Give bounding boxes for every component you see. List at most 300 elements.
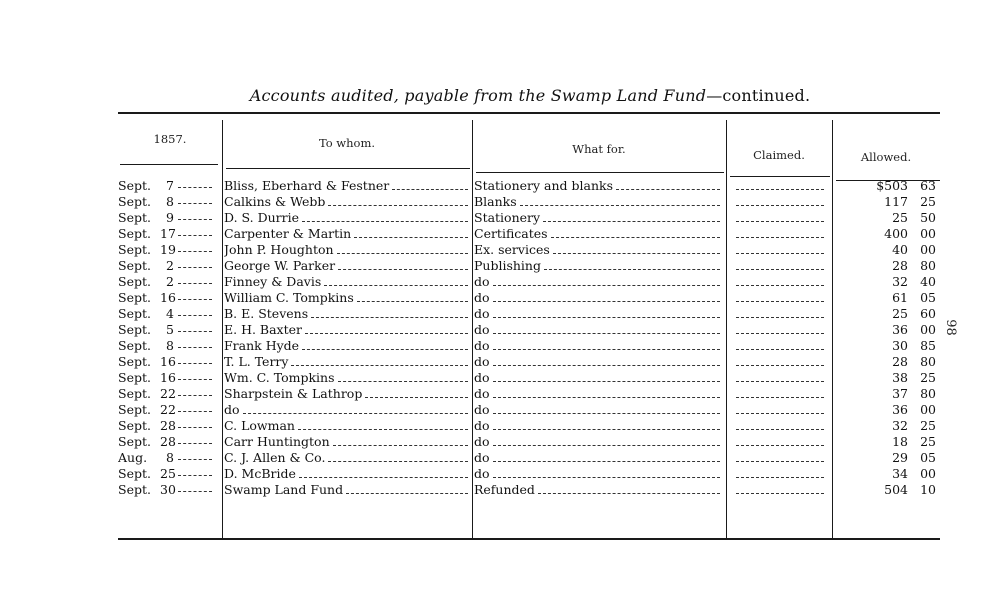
row-day: 4	[166, 306, 174, 321]
row-allowed	[838, 226, 938, 242]
row-claimed	[730, 210, 830, 226]
claimed-leader	[736, 236, 824, 238]
row-date	[118, 466, 220, 482]
payee-name: B. E. Stevens	[224, 306, 309, 321]
row-allowed	[838, 242, 938, 258]
row-date	[118, 194, 220, 210]
row-what-for	[474, 482, 724, 498]
row-allowed	[838, 258, 938, 274]
row-day: 22	[160, 386, 176, 401]
row-month: Sept.	[118, 370, 151, 385]
row-date	[118, 258, 220, 274]
row-allowed	[838, 290, 938, 306]
header-what-for: What for.	[572, 142, 626, 156]
row-claimed	[730, 274, 830, 290]
whom-leader	[338, 268, 468, 270]
allowed-dollars: $503	[876, 178, 908, 193]
purpose-text: do	[474, 402, 490, 417]
row-whom	[224, 338, 472, 354]
row-allowed	[838, 178, 938, 194]
claimed-leader	[736, 476, 824, 478]
purpose-text: Stationery and blanks	[474, 178, 614, 193]
header-underline-whatfor	[476, 172, 724, 173]
purpose-text: Publishing	[474, 258, 541, 273]
whom-leader	[333, 444, 468, 446]
row-month: Sept.	[118, 290, 151, 305]
allowed-dollars: 36	[892, 402, 908, 417]
whatfor-leader	[493, 444, 720, 446]
purpose-text: Ex. services	[474, 242, 550, 257]
allowed-cents: 25	[920, 418, 936, 433]
claimed-leader	[736, 364, 824, 366]
row-what-for	[474, 242, 724, 258]
row-what-for	[474, 290, 724, 306]
row-date	[118, 418, 220, 434]
row-whom	[224, 386, 472, 402]
row-day: 7	[166, 178, 174, 193]
row-date	[118, 386, 220, 402]
allowed-dollars: 36	[892, 322, 908, 337]
whatfor-leader	[493, 300, 720, 302]
table-row	[118, 450, 940, 466]
whom-leader	[291, 364, 468, 366]
table-row	[118, 306, 940, 322]
row-allowed	[838, 306, 938, 322]
whom-leader	[357, 300, 468, 302]
whatfor-leader	[493, 396, 720, 398]
row-claimed	[730, 242, 830, 258]
table-row	[118, 418, 940, 434]
allowed-dollars: 40	[892, 242, 908, 257]
date-leader	[178, 355, 212, 364]
payee-name: Carr Huntington	[224, 434, 330, 449]
purpose-text: do	[474, 370, 490, 385]
row-allowed	[838, 418, 938, 434]
allowed-dollars: 117	[884, 194, 908, 209]
date-leader	[178, 275, 212, 284]
allowed-cents: 00	[920, 242, 936, 257]
allowed-dollars: 32	[892, 274, 908, 289]
row-month: Sept.	[118, 418, 151, 433]
row-whom	[224, 466, 472, 482]
row-day: 2	[166, 274, 174, 289]
title-dash: —	[706, 86, 723, 105]
row-date	[118, 178, 220, 194]
date-leader	[178, 467, 212, 476]
allowed-cents: 05	[920, 450, 936, 465]
table-row	[118, 338, 940, 354]
row-month: Sept.	[118, 194, 151, 209]
row-whom	[224, 274, 472, 290]
allowed-cents: 00	[920, 466, 936, 481]
row-month: Sept.	[118, 434, 151, 449]
row-allowed	[838, 386, 938, 402]
row-date	[118, 242, 220, 258]
whom-leader	[337, 252, 468, 254]
table-row	[118, 402, 940, 418]
row-what-for	[474, 322, 724, 338]
claimed-leader	[736, 444, 824, 446]
row-whom	[224, 242, 472, 258]
claimed-leader	[736, 428, 824, 430]
row-month: Sept.	[118, 274, 151, 289]
whom-leader	[324, 284, 468, 286]
row-day: 22	[160, 402, 176, 417]
allowed-cents: 80	[920, 354, 936, 369]
payee-name: do	[224, 402, 240, 417]
payee-name: Frank Hyde	[224, 338, 300, 353]
payee-name: Bliss, Eberhard & Festner	[224, 178, 390, 193]
allowed-cents: 85	[920, 338, 936, 353]
row-what-for	[474, 450, 724, 466]
row-whom	[224, 370, 472, 386]
purpose-text: do	[474, 338, 490, 353]
date-leader	[178, 403, 212, 412]
allowed-cents: 25	[920, 194, 936, 209]
allowed-dollars: 504	[884, 482, 908, 497]
claimed-leader	[736, 492, 824, 494]
date-leader	[178, 435, 212, 444]
whom-leader	[392, 188, 468, 190]
row-day: 17	[160, 226, 176, 241]
whom-leader	[328, 460, 468, 462]
row-allowed	[838, 274, 938, 290]
row-claimed	[730, 178, 830, 194]
row-what-for	[474, 418, 724, 434]
row-whom	[224, 306, 472, 322]
title-italic: Accounts audited, payable from the Swamp Land Fund	[249, 86, 707, 105]
date-leader	[178, 211, 212, 220]
row-allowed	[838, 210, 938, 226]
whatfor-leader	[493, 364, 720, 366]
row-day: 9	[166, 210, 174, 225]
row-whom	[224, 418, 472, 434]
payee-name: John P. Houghton	[224, 242, 334, 257]
accounts-table	[118, 112, 940, 542]
whatfor-leader	[551, 236, 720, 238]
row-date	[118, 482, 220, 498]
row-month: Sept.	[118, 242, 151, 257]
row-month: Sept.	[118, 178, 151, 193]
whatfor-leader	[616, 188, 720, 190]
purpose-text: do	[474, 386, 490, 401]
row-what-for	[474, 386, 724, 402]
claimed-leader	[736, 268, 824, 270]
row-claimed	[730, 402, 830, 418]
allowed-cents: 50	[920, 210, 936, 225]
row-month: Sept.	[118, 482, 151, 497]
date-leader	[178, 371, 212, 380]
claimed-leader	[736, 188, 824, 190]
allowed-cents: 10	[920, 482, 936, 497]
allowed-cents: 00	[920, 402, 936, 417]
row-whom	[224, 322, 472, 338]
whom-leader	[302, 220, 468, 222]
row-claimed	[730, 434, 830, 450]
date-leader	[178, 387, 212, 396]
whatfor-leader	[493, 380, 720, 382]
header-allowed: Allowed.	[860, 150, 912, 164]
row-whom	[224, 210, 472, 226]
row-day: 8	[166, 338, 174, 353]
purpose-text: do	[474, 418, 490, 433]
row-what-for	[474, 258, 724, 274]
row-date	[118, 338, 220, 354]
row-whom	[224, 482, 472, 498]
row-allowed	[838, 370, 938, 386]
row-claimed	[730, 290, 830, 306]
allowed-cents: 05	[920, 290, 936, 305]
row-claimed	[730, 386, 830, 402]
allowed-dollars: 28	[892, 258, 908, 273]
table-title	[0, 86, 995, 105]
whatfor-leader	[493, 316, 720, 318]
allowed-dollars: 29	[892, 450, 908, 465]
row-claimed	[730, 370, 830, 386]
date-leader	[178, 451, 212, 460]
payee-name: Sharpstein & Lathrop	[224, 386, 363, 401]
row-what-for	[474, 274, 724, 290]
payee-name: D. S. Durrie	[224, 210, 300, 225]
claimed-leader	[736, 204, 824, 206]
table-row	[118, 258, 940, 274]
row-day: 28	[160, 434, 176, 449]
payee-name: C. J. Allen & Co.	[224, 450, 326, 465]
claimed-leader	[736, 460, 824, 462]
whatfor-leader	[493, 460, 720, 462]
purpose-text: Refunded	[474, 482, 535, 497]
purpose-text: do	[474, 306, 490, 321]
allowed-cents: 60	[920, 306, 936, 321]
date-leader	[178, 243, 212, 252]
row-month: Sept.	[118, 226, 151, 241]
whatfor-leader	[493, 476, 720, 478]
claimed-leader	[736, 284, 824, 286]
row-what-for	[474, 306, 724, 322]
row-what-for	[474, 178, 724, 194]
whatfor-leader	[543, 220, 720, 222]
row-whom	[224, 290, 472, 306]
row-date	[118, 450, 220, 466]
row-whom	[224, 194, 472, 210]
header-whom: To whom.	[318, 136, 376, 150]
allowed-cents: 63	[920, 178, 936, 193]
bottom-rule	[118, 538, 940, 540]
row-month: Aug.	[118, 450, 148, 465]
allowed-dollars: 61	[892, 290, 908, 305]
row-what-for	[474, 338, 724, 354]
row-whom	[224, 226, 472, 242]
claimed-leader	[736, 348, 824, 350]
payee-name: Wm. C. Tompkins	[224, 370, 335, 385]
allowed-dollars: 400	[884, 226, 908, 241]
row-day: 19	[160, 242, 176, 257]
row-what-for	[474, 370, 724, 386]
allowed-cents: 00	[920, 226, 936, 241]
row-what-for	[474, 466, 724, 482]
table-row	[118, 386, 940, 402]
row-claimed	[730, 482, 830, 498]
header-underline-claimed	[730, 176, 830, 177]
purpose-text: do	[474, 450, 490, 465]
row-date	[118, 274, 220, 290]
claimed-leader	[736, 252, 824, 254]
payee-name: Carpenter & Martin	[224, 226, 352, 241]
claimed-leader	[736, 332, 824, 334]
table-row	[118, 242, 940, 258]
table-row	[118, 274, 940, 290]
whom-leader	[302, 348, 468, 350]
row-what-for	[474, 354, 724, 370]
payee-name: George W. Parker	[224, 258, 336, 273]
row-day: 16	[160, 354, 176, 369]
table-row	[118, 290, 940, 306]
whom-leader	[338, 380, 469, 382]
row-whom	[224, 258, 472, 274]
whom-leader	[328, 204, 468, 206]
payee-name: William C. Tompkins	[224, 290, 354, 305]
claimed-leader	[736, 380, 824, 382]
row-day: 8	[166, 194, 174, 209]
row-date	[118, 290, 220, 306]
row-month: Sept.	[118, 354, 151, 369]
whatfor-leader	[544, 268, 720, 270]
row-whom	[224, 402, 472, 418]
row-month: Sept.	[118, 466, 151, 481]
date-leader	[178, 227, 212, 236]
purpose-text: Blanks	[474, 194, 517, 209]
table-row	[118, 210, 940, 226]
date-leader	[178, 195, 212, 204]
top-rule	[118, 112, 940, 114]
claimed-leader	[736, 300, 824, 302]
whom-leader	[354, 236, 468, 238]
row-date	[118, 402, 220, 418]
row-allowed	[838, 466, 938, 482]
table-row	[118, 434, 940, 450]
allowed-dollars: 28	[892, 354, 908, 369]
table-row	[118, 466, 940, 482]
allowed-dollars: 34	[892, 466, 908, 481]
date-leader	[178, 323, 212, 332]
allowed-cents: 80	[920, 386, 936, 401]
row-what-for	[474, 210, 724, 226]
purpose-text: do	[474, 434, 490, 449]
purpose-text: do	[474, 322, 490, 337]
row-day: 8	[166, 450, 174, 465]
row-what-for	[474, 434, 724, 450]
whom-leader	[305, 332, 468, 334]
payee-name: Finney & Davis	[224, 274, 322, 289]
date-leader	[178, 419, 212, 428]
allowed-dollars: 18	[892, 434, 908, 449]
allowed-cents: 25	[920, 434, 936, 449]
row-month: Sept.	[118, 402, 151, 417]
row-date	[118, 434, 220, 450]
payee-name: C. Lowman	[224, 418, 295, 433]
purpose-text: do	[474, 466, 490, 481]
date-leader	[178, 483, 212, 492]
row-allowed	[838, 338, 938, 354]
row-claimed	[730, 322, 830, 338]
allowed-dollars: 37	[892, 386, 908, 401]
header-underline-date	[120, 164, 218, 165]
row-month: Sept.	[118, 210, 151, 225]
row-what-for	[474, 194, 724, 210]
table-row	[118, 354, 940, 370]
row-date	[118, 226, 220, 242]
row-date	[118, 210, 220, 226]
row-allowed	[838, 402, 938, 418]
whatfor-leader	[493, 412, 720, 414]
row-whom	[224, 450, 472, 466]
row-claimed	[730, 450, 830, 466]
row-date	[118, 306, 220, 322]
row-what-for	[474, 402, 724, 418]
allowed-dollars: 38	[892, 370, 908, 385]
claimed-leader	[736, 220, 824, 222]
allowed-cents: 80	[920, 258, 936, 273]
allowed-cents: 00	[920, 322, 936, 337]
header-claimed: Claimed.	[753, 148, 805, 162]
row-day: 16	[160, 290, 176, 305]
row-claimed	[730, 258, 830, 274]
date-leader	[178, 307, 212, 316]
row-claimed	[730, 466, 830, 482]
table-row	[118, 482, 940, 498]
row-allowed	[838, 450, 938, 466]
allowed-dollars: 25	[892, 306, 908, 321]
date-leader	[178, 291, 212, 300]
whatfor-leader	[493, 428, 720, 430]
row-month: Sept.	[118, 386, 151, 401]
claimed-leader	[736, 412, 824, 414]
whatfor-leader	[493, 284, 720, 286]
purpose-text: do	[474, 274, 490, 289]
row-claimed	[730, 338, 830, 354]
row-date	[118, 370, 220, 386]
header-date: 1857.	[153, 132, 187, 146]
whom-leader	[243, 412, 468, 414]
allowed-cents: 40	[920, 274, 936, 289]
row-allowed	[838, 354, 938, 370]
purpose-text: do	[474, 290, 490, 305]
table-row	[118, 370, 940, 386]
table-row	[118, 178, 940, 194]
row-month: Sept.	[118, 322, 151, 337]
row-what-for	[474, 226, 724, 242]
payee-name: T. L. Terry	[224, 354, 289, 369]
whatfor-leader	[538, 492, 720, 494]
header-underline-whom	[226, 168, 470, 169]
row-day: 16	[160, 370, 176, 385]
purpose-text: do	[474, 354, 490, 369]
whom-leader	[298, 428, 468, 430]
row-month: Sept.	[118, 306, 151, 321]
payee-name: D. McBride	[224, 466, 296, 481]
row-claimed	[730, 354, 830, 370]
date-leader	[178, 259, 212, 268]
allowed-cents: 25	[920, 370, 936, 385]
whom-leader	[299, 476, 468, 478]
allowed-dollars: 25	[892, 210, 908, 225]
page-number: 98	[942, 319, 958, 336]
table-body	[118, 178, 940, 498]
payee-name: Calkins & Webb	[224, 194, 326, 209]
claimed-leader	[736, 316, 824, 318]
row-allowed	[838, 434, 938, 450]
row-day: 25	[160, 466, 176, 481]
